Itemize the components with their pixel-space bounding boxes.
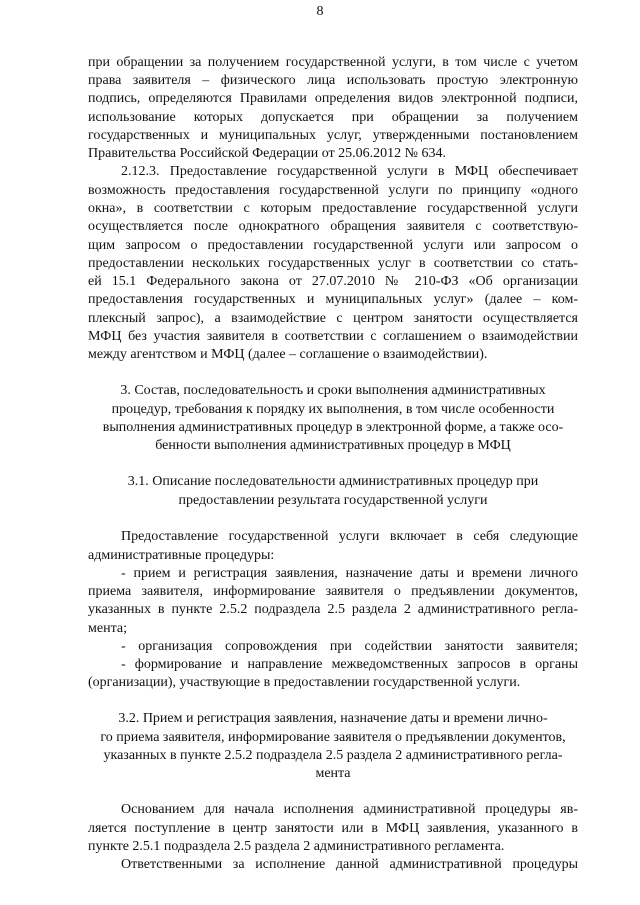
text-line: подпись, определяются Правилами определения видов электронной подписи, (88, 91, 578, 106)
section-heading: выполнения административных процедур в электронной форме, а также осо- (102, 420, 564, 435)
paragraph-first-line: Основанием для начала исполнения административной процедуры яв- (121, 802, 578, 817)
subsection-heading: предоставлении результата государственной услуги (178, 493, 488, 508)
subsection-heading: указанных в пункте 2.5.2 подраздела 2.5 раздела 2 административного регла- (103, 748, 563, 763)
text-line: осуществляется после однократного обращения заявителя с соответствую- (88, 219, 578, 234)
subsection-heading: го приема заявителя, информирование заявителя о предъявлении документов, (100, 730, 566, 745)
text-line: при обращении за получением государственной услуги, в том числе с учетом (88, 55, 578, 70)
text-line: приема заявителя, информирование заявителя о предъявлении документов, (88, 584, 578, 599)
text-line: щим запросом о предоставлении государственной услуги или запросом о (88, 238, 578, 253)
section-heading: бенности выполнения административных процедур в МФЦ (155, 438, 511, 453)
text-line: пункте 2.5.1 подраздела 2.5 раздела 2 административного регламента. (88, 839, 505, 854)
text-line: государственных и муниципальных услуг, утвержденными постановлением (88, 128, 578, 143)
paragraph-first-line: Предоставление государственной услуги включает в себя следующие (121, 529, 578, 544)
section-heading: процедур, требования к порядку их выполнения, в том числе особенности (111, 402, 555, 417)
text-line: ляется поступление в центр занятости или в МФЦ заявления, указанного в (88, 821, 578, 836)
list-item: - прием и регистрация заявления, назначение даты и времени личного (121, 566, 578, 581)
text-line: окна», в соответствии с которым предоставление государственной услуги (88, 201, 578, 216)
subsection-heading: 3.1. Описание последовательности административных процедур при (127, 474, 539, 489)
text-line: плексный запрос), а взаимодействие с центром занятости осуществляется (88, 311, 578, 326)
text-line: использование которых допускается при обращении за получением (88, 110, 578, 125)
section-heading: 3. Состав, последовательность и сроки выполнения административных (120, 383, 546, 398)
text-line: мента; (88, 621, 127, 636)
text-line: (организации), участвующие в предоставлении государственной услуги. (88, 675, 521, 690)
text-line: между агентством и МФЦ (далее – соглашение о взаимодействии). (88, 347, 488, 362)
text-line: предоставлении нескольких государственных услуг в соответствии со стать- (88, 256, 578, 271)
paragraph-first-line: Ответственными за исполнение данной административной процедуры (121, 857, 578, 872)
page-number: 8 (316, 4, 324, 19)
text-line: административные процедуры: (88, 548, 275, 563)
text-line: ей 15.1 Федерального закона от 27.07.2010 № 210-ФЗ «Об организации (88, 274, 578, 289)
list-item: - организация сопровождения при содействии занятости заявителя; (121, 639, 578, 654)
paragraph-first-line: 2.12.3. Предоставление государственной услуги в МФЦ обеспечивает (121, 164, 578, 179)
text-line: Правительства Российской Федерации от 25.06.2012 № 634. (88, 146, 447, 161)
text-line: права заявителя – физического лица использовать простую электронную (88, 73, 578, 88)
subsection-heading: мента (315, 766, 351, 781)
text-line: возможность предоставления государственной услуги по принципу «одного (88, 183, 578, 198)
text-line: указанных в пункте 2.5.2 подраздела 2.5 раздела 2 административного регла- (88, 602, 578, 617)
text-line: МФЦ без участия заявителя в соответствии с соглашением о взаимодействии (88, 329, 578, 344)
list-item: - формирование и направление межведомственных запросов в органы (121, 657, 578, 672)
text-line: предоставления государственных и муниципальных услуг» (далее – ком- (88, 292, 578, 307)
subsection-heading: 3.2. Прием и регистрация заявления, назначение даты и времени лично- (118, 711, 548, 726)
